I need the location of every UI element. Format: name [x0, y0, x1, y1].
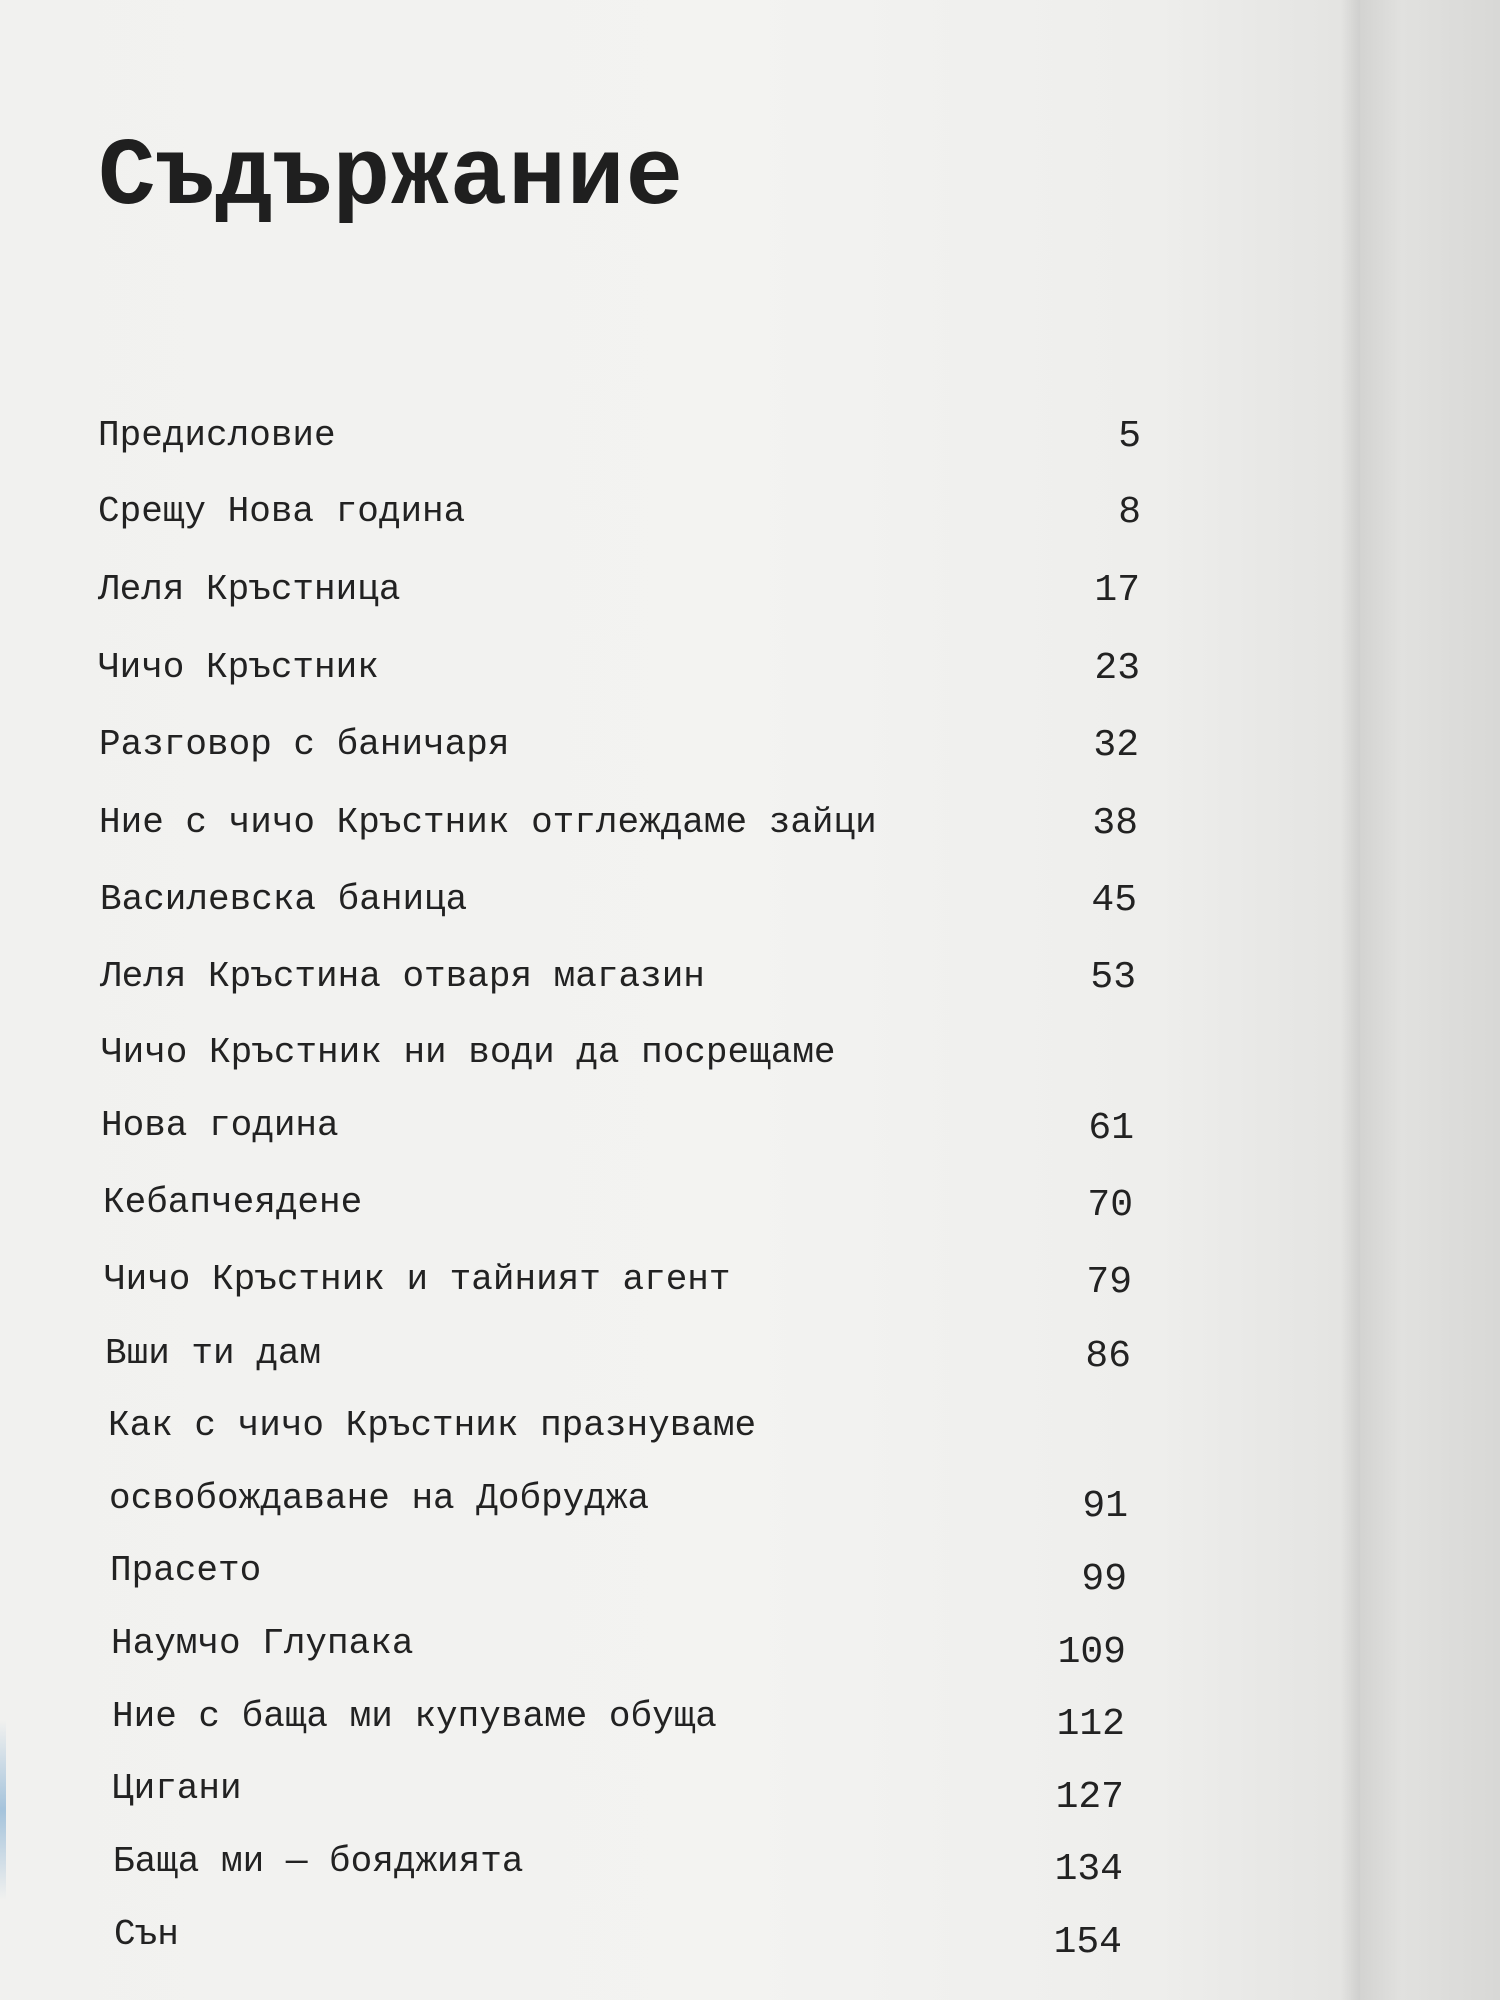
toc-entry-title: Ние с баща ми купуваме обуща: [112, 1696, 717, 1737]
toc-entry-page: 8: [1118, 491, 1141, 534]
toc-entry-title: Срещу Нова година: [98, 491, 466, 532]
toc-entry-page: 154: [1053, 1921, 1122, 1964]
toc-entry-title: освобождаване на Добруджа: [109, 1478, 650, 1519]
toc-entry-page: 109: [1057, 1631, 1126, 1674]
toc-entry-page: 112: [1056, 1703, 1125, 1746]
toc-entry-title: Предисловие: [98, 415, 336, 456]
toc-entry-title: Разговор с баничаря: [99, 724, 510, 765]
toc-entry-title: Леля Кръстина отваря магазин: [100, 956, 705, 997]
toc-entry-page: 45: [1091, 879, 1137, 922]
toc-entry-page: 91: [1082, 1485, 1128, 1528]
toc-entry-page: 70: [1087, 1184, 1133, 1227]
toc-entry-page: 32: [1093, 724, 1139, 767]
toc-entry-page: 99: [1081, 1558, 1127, 1601]
toc-entry-page: 134: [1054, 1848, 1123, 1891]
toc-entry-title: Чичо Кръстник ни води да посрещаме: [101, 1032, 836, 1073]
toc-entry-page: 127: [1055, 1776, 1124, 1819]
toc-entry-title: Чичо Кръстник: [98, 647, 379, 688]
toc-entry-page: 5: [1118, 415, 1141, 458]
toc-entry-title: Чичо Кръстник и тайният агент: [104, 1259, 731, 1300]
toc-entry-page: 23: [1094, 647, 1140, 690]
edge-reflection: [0, 1720, 6, 1900]
toc-entry-title: Наумчо Глупака: [111, 1623, 414, 1664]
toc-entry-title: Вши ти дам: [105, 1333, 322, 1374]
toc-entry-title: Сън: [114, 1914, 179, 1955]
toc-entry-title: Прасето: [110, 1550, 262, 1591]
toc-entry-title: Цигани: [112, 1768, 242, 1809]
toc-entry-page: 61: [1088, 1107, 1134, 1150]
next-page-edge: [1360, 0, 1500, 2000]
toc-entry-page: 17: [1094, 569, 1140, 612]
toc-entry-title: Нова година: [101, 1105, 339, 1146]
toc-entry-title: Леля Кръстница: [98, 569, 401, 610]
toc-entry-title: Ние с чичо Кръстник отглеждаме зайци: [99, 802, 877, 843]
toc-entry-title: Кебапчеядене: [103, 1182, 363, 1223]
toc-entry-title: Василевска баница: [100, 879, 468, 920]
toc-entry-page: 53: [1090, 956, 1136, 999]
toc-entry-page: 86: [1085, 1335, 1131, 1378]
toc-entry-page: 38: [1092, 802, 1138, 845]
toc-entry-page: 79: [1086, 1261, 1132, 1304]
page-title: Съдържание: [98, 123, 685, 232]
toc-entry-title: Баща ми — бояджията: [113, 1841, 524, 1882]
toc-entry-title: Как с чичо Кръстник празнуваме: [108, 1405, 757, 1446]
